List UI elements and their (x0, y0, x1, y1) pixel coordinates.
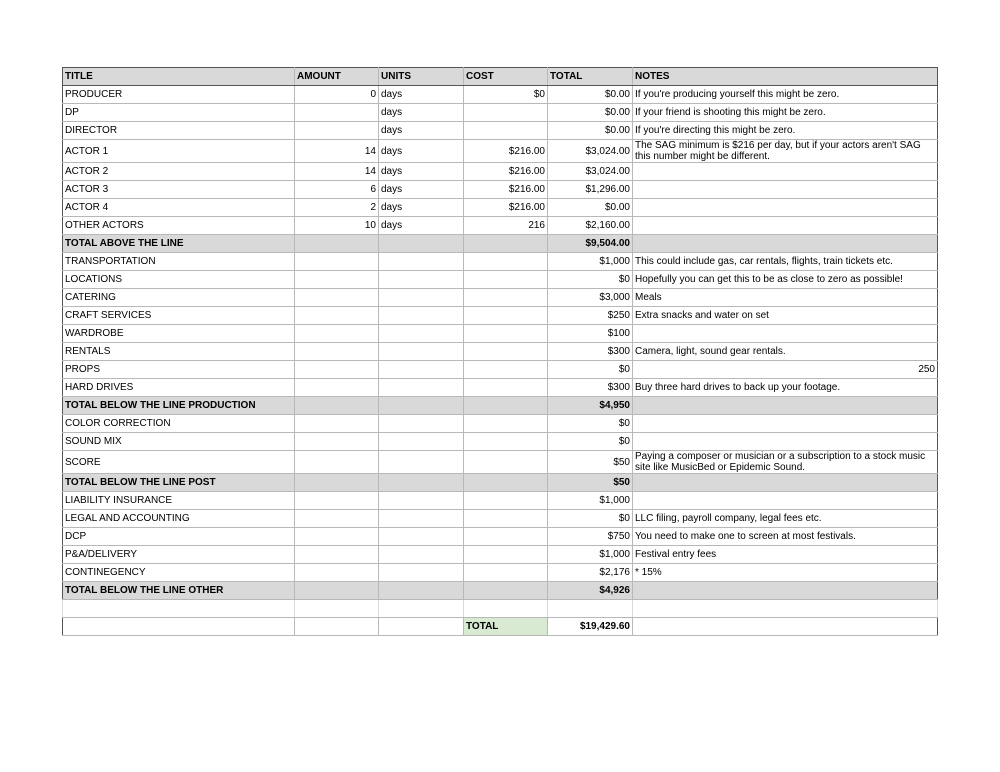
units-cell[interactable]: days (379, 217, 464, 235)
notes-cell[interactable] (633, 217, 938, 235)
units-cell[interactable] (379, 397, 464, 415)
title-cell[interactable]: TOTAL BELOW THE LINE POST (63, 474, 295, 492)
amount-cell[interactable] (295, 546, 379, 564)
units-cell[interactable] (379, 564, 464, 582)
grand-total-row (63, 618, 938, 636)
total-cell[interactable]: $2,160.00 (548, 217, 633, 235)
grand-total-value[interactable]: $19,429.60 (548, 618, 633, 636)
units-cell[interactable]: days (379, 181, 464, 199)
cost-cell[interactable]: $216.00 (464, 140, 548, 163)
units-cell[interactable]: days (379, 104, 464, 122)
amount-cell[interactable] (295, 271, 379, 289)
notes-cell[interactable]: Buy three hard drives to back up your footage. (633, 379, 938, 397)
amount-cell[interactable]: 0 (295, 86, 379, 104)
cost-cell[interactable]: $216.00 (464, 199, 548, 217)
title-cell[interactable]: OTHER ACTORS (63, 217, 295, 235)
units-cell[interactable] (379, 379, 464, 397)
amount-cell[interactable] (295, 253, 379, 271)
cost-cell[interactable] (464, 510, 548, 528)
units-cell[interactable] (379, 546, 464, 564)
amount-cell[interactable] (295, 104, 379, 122)
budget-table (62, 67, 938, 636)
amount-cell[interactable] (295, 361, 379, 379)
cell[interactable] (63, 600, 295, 618)
budget-row (63, 271, 938, 289)
title-cell[interactable]: LIABILITY INSURANCE (63, 492, 295, 510)
cost-cell[interactable]: $216.00 (464, 163, 548, 181)
amount-cell[interactable] (295, 582, 379, 600)
cost-cell[interactable] (464, 582, 548, 600)
title-cell[interactable]: TOTAL BELOW THE LINE OTHER (63, 582, 295, 600)
cost-cell[interactable] (464, 546, 548, 564)
budget-row (63, 325, 938, 343)
units-cell[interactable]: days (379, 140, 464, 163)
budget-row (63, 289, 938, 307)
title-cell[interactable]: RENTALS (63, 343, 295, 361)
notes-cell[interactable] (633, 433, 938, 451)
cost-cell[interactable] (464, 433, 548, 451)
cost-cell[interactable]: $0 (464, 86, 548, 104)
title-cell[interactable]: ACTOR 2 (63, 163, 295, 181)
total-cell[interactable]: $100 (548, 325, 633, 343)
total-cell[interactable]: $1,000 (548, 492, 633, 510)
total-cell[interactable]: $3,024.00 (548, 163, 633, 181)
budget-body (63, 86, 938, 600)
cell[interactable] (295, 618, 379, 636)
cost-cell[interactable] (464, 564, 548, 582)
amount-cell[interactable] (295, 474, 379, 492)
cost-cell[interactable] (464, 307, 548, 325)
cost-cell[interactable] (464, 397, 548, 415)
column-header-title[interactable]: TITLE (63, 68, 295, 86)
cost-cell[interactable] (464, 271, 548, 289)
cost-cell[interactable] (464, 528, 548, 546)
budget-row (63, 163, 938, 181)
title-cell[interactable]: TRANSPORTATION (63, 253, 295, 271)
blank-row (63, 600, 938, 618)
amount-cell[interactable] (295, 433, 379, 451)
notes-cell[interactable]: LLC filing, payroll company, legal fees etc. (633, 510, 938, 528)
total-cell[interactable]: $0 (548, 433, 633, 451)
title-cell[interactable]: PROPS (63, 361, 295, 379)
budget-row (63, 361, 938, 379)
units-cell[interactable] (379, 433, 464, 451)
total-cell[interactable]: $1,296.00 (548, 181, 633, 199)
units-cell[interactable]: days (379, 122, 464, 140)
cost-cell[interactable] (464, 343, 548, 361)
notes-cell[interactable]: Festival entry fees (633, 546, 938, 564)
amount-cell[interactable]: 14 (295, 163, 379, 181)
total-cell[interactable]: $4,926 (548, 582, 633, 600)
cost-cell[interactable] (464, 492, 548, 510)
cost-cell[interactable] (464, 325, 548, 343)
units-cell[interactable] (379, 451, 464, 474)
cost-cell[interactable] (464, 122, 548, 140)
budget-row (63, 140, 938, 163)
units-cell[interactable] (379, 474, 464, 492)
title-cell[interactable]: HARD DRIVES (63, 379, 295, 397)
budget-row (63, 343, 938, 361)
notes-cell[interactable] (633, 199, 938, 217)
title-cell[interactable]: CATERING (63, 289, 295, 307)
budget-row (63, 528, 938, 546)
budget-row (63, 379, 938, 397)
notes-cell[interactable]: * 15% (633, 564, 938, 582)
units-cell[interactable] (379, 289, 464, 307)
total-cell[interactable]: $4,950 (548, 397, 633, 415)
title-cell[interactable]: PRODUCER (63, 86, 295, 104)
cell[interactable] (379, 600, 464, 618)
title-cell[interactable]: P&A/DELIVERY (63, 546, 295, 564)
cost-cell[interactable] (464, 104, 548, 122)
title-cell[interactable]: ACTOR 1 (63, 140, 295, 163)
title-cell[interactable]: DIRECTOR (63, 122, 295, 140)
units-cell[interactable]: days (379, 86, 464, 104)
units-cell[interactable] (379, 271, 464, 289)
amount-cell[interactable] (295, 289, 379, 307)
cost-cell[interactable] (464, 379, 548, 397)
budget-row (63, 122, 938, 140)
amount-cell[interactable] (295, 235, 379, 253)
cost-cell[interactable] (464, 253, 548, 271)
notes-cell[interactable]: If your friend is shooting this might be zero. (633, 104, 938, 122)
budget-row (63, 253, 938, 271)
cell[interactable] (633, 618, 938, 636)
notes-cell[interactable]: 250 (633, 361, 938, 379)
notes-cell[interactable]: The SAG minimum is $216 per day, but if your actors aren't SAG this number might be different. (633, 140, 938, 163)
budget-row (63, 433, 938, 451)
cost-cell[interactable] (464, 415, 548, 433)
amount-cell[interactable]: 10 (295, 217, 379, 235)
amount-cell[interactable] (295, 379, 379, 397)
budget-row (63, 199, 938, 217)
amount-cell[interactable] (295, 451, 379, 474)
amount-cell[interactable]: 14 (295, 140, 379, 163)
total-cell[interactable]: $300 (548, 343, 633, 361)
budget-row (63, 451, 938, 474)
total-cell[interactable]: $750 (548, 528, 633, 546)
title-cell[interactable]: SCORE (63, 451, 295, 474)
cell[interactable] (295, 600, 379, 618)
units-cell[interactable] (379, 510, 464, 528)
cost-cell[interactable]: 216 (464, 217, 548, 235)
total-cell[interactable]: $0.00 (548, 122, 633, 140)
column-header-total[interactable]: TOTAL (548, 68, 633, 86)
cost-cell[interactable]: $216.00 (464, 181, 548, 199)
amount-cell[interactable] (295, 325, 379, 343)
header-row (63, 68, 938, 86)
title-cell[interactable]: ACTOR 4 (63, 199, 295, 217)
budget-row (63, 86, 938, 104)
amount-cell[interactable] (295, 343, 379, 361)
total-cell[interactable]: $9,504.00 (548, 235, 633, 253)
title-cell[interactable]: LEGAL AND ACCOUNTING (63, 510, 295, 528)
notes-cell[interactable]: This could include gas, car rentals, flights, train tickets etc. (633, 253, 938, 271)
total-cell[interactable]: $0 (548, 271, 633, 289)
cost-cell[interactable] (464, 235, 548, 253)
notes-cell[interactable]: You need to make one to screen at most festivals. (633, 528, 938, 546)
amount-cell[interactable] (295, 415, 379, 433)
notes-cell[interactable]: Hopefully you can get this to be as close to zero as possible! (633, 271, 938, 289)
units-cell[interactable] (379, 343, 464, 361)
column-header-amount[interactable]: AMOUNT (295, 68, 379, 86)
title-cell[interactable]: DCP (63, 528, 295, 546)
amount-cell[interactable] (295, 307, 379, 325)
notes-cell[interactable]: Camera, light, sound gear rentals. (633, 343, 938, 361)
notes-cell[interactable]: Paying a composer or musician or a subscription to a stock music site like MusicBed or Epidemic Sound. (633, 451, 938, 474)
cost-cell[interactable] (464, 474, 548, 492)
total-cell[interactable]: $0.00 (548, 199, 633, 217)
total-cell[interactable]: $2,176 (548, 564, 633, 582)
notes-cell[interactable] (633, 474, 938, 492)
total-cell[interactable]: $3,000 (548, 289, 633, 307)
notes-cell[interactable] (633, 415, 938, 433)
column-header-units[interactable]: UNITS (379, 68, 464, 86)
subtotal-row (63, 397, 938, 415)
amount-cell[interactable] (295, 122, 379, 140)
total-cell[interactable]: $0.00 (548, 86, 633, 104)
total-cell[interactable]: $0 (548, 510, 633, 528)
title-cell[interactable]: ACTOR 3 (63, 181, 295, 199)
title-cell[interactable]: WARDROBE (63, 325, 295, 343)
total-cell[interactable]: $3,024.00 (548, 140, 633, 163)
budget-row (63, 307, 938, 325)
cell[interactable] (464, 600, 548, 618)
units-cell[interactable] (379, 253, 464, 271)
units-cell[interactable] (379, 325, 464, 343)
footer-body (63, 600, 938, 636)
total-cell[interactable]: $0.00 (548, 104, 633, 122)
total-cell[interactable]: $250 (548, 307, 633, 325)
notes-cell[interactable] (633, 492, 938, 510)
units-cell[interactable] (379, 415, 464, 433)
title-cell[interactable]: CONTINEGENCY (63, 564, 295, 582)
cost-cell[interactable] (464, 289, 548, 307)
title-cell[interactable]: TOTAL BELOW THE LINE PRODUCTION (63, 397, 295, 415)
column-header-cost[interactable]: COST (464, 68, 548, 86)
title-cell[interactable]: COLOR CORRECTION (63, 415, 295, 433)
units-cell[interactable] (379, 235, 464, 253)
total-cell[interactable]: $0 (548, 361, 633, 379)
units-cell[interactable] (379, 492, 464, 510)
units-cell[interactable] (379, 582, 464, 600)
column-header-notes[interactable]: NOTES (633, 68, 938, 86)
notes-cell[interactable] (633, 235, 938, 253)
budget-row (63, 415, 938, 433)
budget-row (63, 217, 938, 235)
total-cell[interactable]: $50 (548, 451, 633, 474)
budget-row (63, 510, 938, 528)
notes-cell[interactable] (633, 325, 938, 343)
budget-row (63, 104, 938, 122)
amount-cell[interactable] (295, 528, 379, 546)
total-cell[interactable]: $300 (548, 379, 633, 397)
cost-cell[interactable] (464, 451, 548, 474)
subtotal-row (63, 474, 938, 492)
cell[interactable] (379, 618, 464, 636)
budget-row (63, 564, 938, 582)
grand-total-label[interactable]: TOTAL (464, 618, 548, 636)
units-cell[interactable] (379, 361, 464, 379)
notes-cell[interactable]: Meals (633, 289, 938, 307)
title-cell[interactable]: TOTAL ABOVE THE LINE (63, 235, 295, 253)
notes-cell[interactable] (633, 181, 938, 199)
budget-row (63, 181, 938, 199)
units-cell[interactable] (379, 307, 464, 325)
title-cell[interactable]: DP (63, 104, 295, 122)
title-cell[interactable]: CRAFT SERVICES (63, 307, 295, 325)
budget-row (63, 546, 938, 564)
amount-cell[interactable] (295, 397, 379, 415)
amount-cell[interactable]: 2 (295, 199, 379, 217)
amount-cell[interactable] (295, 510, 379, 528)
cell[interactable] (63, 618, 295, 636)
notes-cell[interactable] (633, 397, 938, 415)
notes-cell[interactable] (633, 163, 938, 181)
title-cell[interactable]: SOUND MIX (63, 433, 295, 451)
total-cell[interactable]: $50 (548, 474, 633, 492)
amount-cell[interactable] (295, 564, 379, 582)
cell[interactable] (633, 600, 938, 618)
title-cell[interactable]: LOCATIONS (63, 271, 295, 289)
total-cell[interactable]: $1,000 (548, 253, 633, 271)
amount-cell[interactable]: 6 (295, 181, 379, 199)
subtotal-row (63, 235, 938, 253)
total-cell[interactable]: $1,000 (548, 546, 633, 564)
notes-cell[interactable]: If you're producing yourself this might be zero. (633, 86, 938, 104)
units-cell[interactable] (379, 528, 464, 546)
total-cell[interactable]: $0 (548, 415, 633, 433)
notes-cell[interactable]: If you're directing this might be zero. (633, 122, 938, 140)
notes-cell[interactable]: Extra snacks and water on set (633, 307, 938, 325)
units-cell[interactable]: days (379, 163, 464, 181)
amount-cell[interactable] (295, 492, 379, 510)
budget-row (63, 492, 938, 510)
cost-cell[interactable] (464, 361, 548, 379)
subtotal-row (63, 582, 938, 600)
cell[interactable] (548, 600, 633, 618)
units-cell[interactable]: days (379, 199, 464, 217)
notes-cell[interactable] (633, 582, 938, 600)
